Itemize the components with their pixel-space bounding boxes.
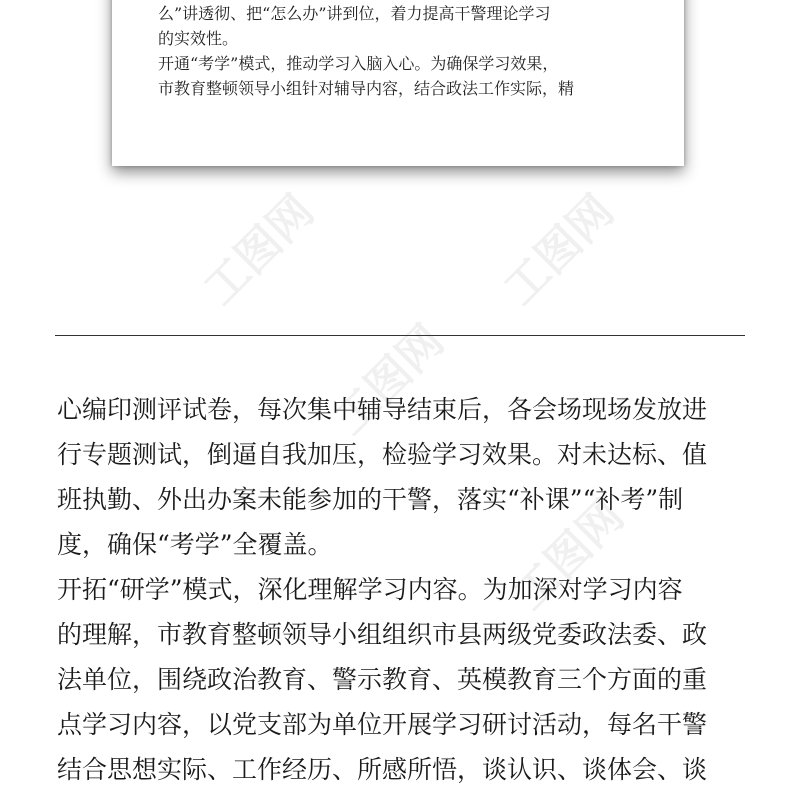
- watermark: 工图网: [504, 490, 634, 620]
- body-paragraph: [57, 387, 757, 792]
- card-line: 开通“考学”模式，推动学习入脑入心。为确保学习效果，: [158, 54, 559, 73]
- body-line: 行专题测试，倒逼自我加压，检验学习效果。对未达标、值: [57, 440, 708, 469]
- card-line: 的实效性。: [158, 29, 239, 48]
- body-line: 心编印测评试卷，每次集中辅导结束后，各会场现场发放进: [57, 395, 708, 424]
- card-line: 么”讲透彻、把“怎么办”讲到位，着力提高干警理论学习: [158, 4, 551, 23]
- body-line: 结合思想实际、工作经历、所感所悟，谈认识、谈体会、谈: [57, 755, 708, 784]
- document-page-card: [112, 0, 684, 166]
- watermark: 工图网: [194, 185, 324, 315]
- divider-line: [55, 335, 745, 336]
- body-line: 法单位，围绕政治教育、警示教育、英模教育三个方面的重: [57, 665, 708, 694]
- body-line: 开拓“研学”模式，深化理解学习内容。为加深对学习内容: [57, 575, 683, 604]
- card-line: 市教育整顿领导小组针对辅导内容，结合政法工作实际，精: [158, 79, 575, 98]
- body-line: 度，确保“考学”全覆盖。: [57, 530, 333, 559]
- card-paragraph: [158, 1, 658, 101]
- body-line: 的理解，市教育整顿领导小组组织市县两级党委政法委、政: [57, 620, 708, 649]
- watermark: 工图网: [494, 185, 624, 315]
- body-line: 点学习内容，以党支部为单位开展学习研讨活动，每名干警: [57, 710, 708, 739]
- body-line: 班执勤、外出办案未能参加的干警，落实“补课”“补考”制: [57, 485, 684, 514]
- watermark: 工图网: [324, 315, 454, 445]
